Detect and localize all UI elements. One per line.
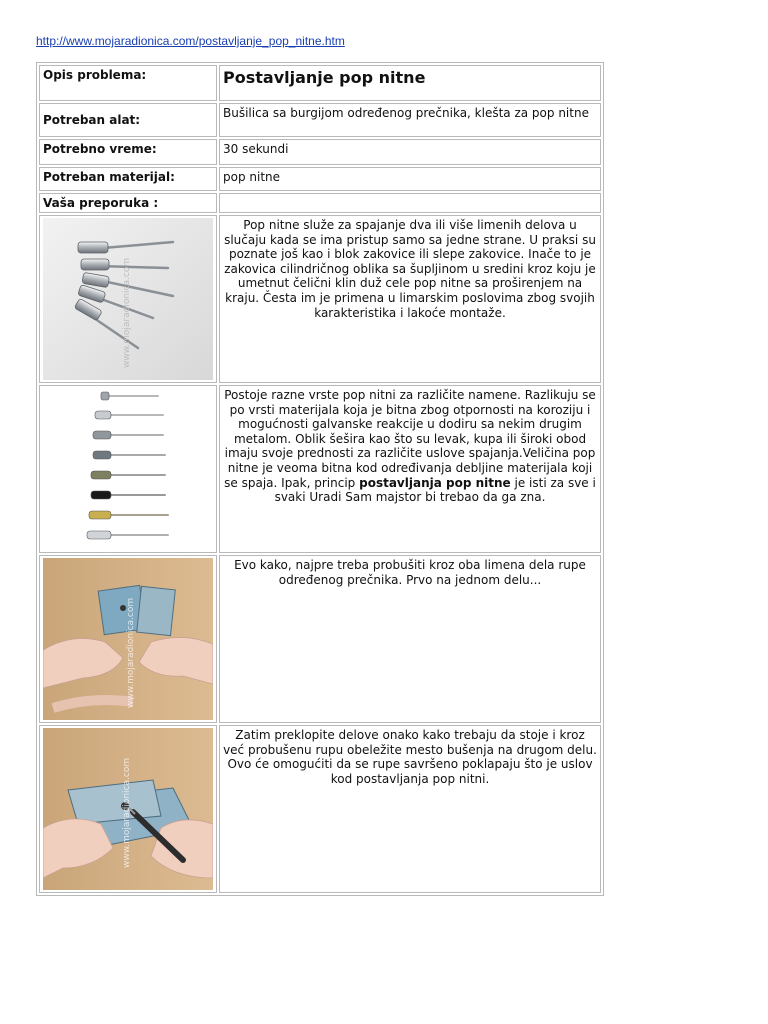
value-vreme: 30 sekundi [219,139,601,165]
label-opis: Opis problema: [39,65,217,101]
label-preporuka: Vaša preporuka : [39,193,217,213]
step-2-text [219,385,601,553]
instructions-table [36,62,604,896]
step-4-text: Zatim preklopite delove onako kako trebaju da stoje i kroz već probušenu rupu obeležite mesto bušenja na drugom delu. Ovo će omogućiti da se rupe savršeno poklapaju što je uslov kod postavljanja pop nitni. [219,725,601,893]
step-1-text: Pop nitne služe za spajanje dva ili više limenih delova u slučaju kada se ima pristup samo sa jedne strane. U praksi su poznate još kao i blok zakovice ili slepe zakovice. Inače to je zakovica cilindričnog oblika sa šupljinom u sredini kroz koju je umetnut čelični klin duž cele pop nitne sa proširenjem na kraju. Česta im je primena u limarskim poslovima zbog svojih karakteristika i lakoće montaže. [219,215,601,383]
step-2-text-part-2: je isti za sve i svaki Uradi Sam majstor bi trebao da ga zna. [274,475,596,505]
label-materijal: Potreban materijal: [39,167,217,191]
value-alat: Bušilica sa burgijom određenog prečnika, klešta za pop nitne [219,103,601,137]
step-row-2 [39,385,601,553]
step-3-image-cell [39,555,217,723]
source-url-link[interactable]: http://www.mojaradionica.com/postavljanje_pop_nitne.htm [36,34,345,48]
row-preporuka [39,193,601,213]
step-row-3 [39,555,601,723]
step-2-text-part-1: Postoje razne vrste pop nitni za različite namene. Razlikuju se po vrsti materijala koja je bitna zbog otpornosti na koroziju i mogućnosti galvanske reakcije u dodiru sa nekim drugim metalom. Oblik šešira kao što su levak, kupa ili široki obod imaju svoje prednosti za različite uslove spajanja.Veličina pop nitne je veoma bitna kod određivanja debljine materijala koji se spaja. Ipak, princip [224,388,596,490]
page-title: Postavljanje pop nitne [223,68,426,87]
watermark-text: www.mojaradionica.com [122,257,132,368]
row-opis [39,65,601,101]
watermark-text-2: www.mojaradionica.com [126,597,136,708]
label-vreme: Potrebno vreme: [39,139,217,165]
rivets-closeup-photo [43,218,213,380]
step-2-text-bold: postavljanja pop nitne [359,475,511,490]
watermark-text-3: www.mojaradionica.com [122,757,132,868]
step-1-image-cell [39,215,217,383]
step-4-image-cell [39,725,217,893]
rivet-types-photo [43,388,213,550]
step-2-image-cell [39,385,217,553]
hands-holding-metal-pieces-photo [43,558,213,720]
row-vreme [39,139,601,165]
value-opis [219,65,601,101]
value-materijal: pop nitne [219,167,601,191]
row-alat [39,103,601,137]
step-row-1 [39,215,601,383]
label-alat: Potreban alat: [39,103,217,137]
step-3-text: Evo kako, najpre treba probušiti kroz oba limena dela rupe određenog prečnika. Prvo na jednom delu... [219,555,601,723]
row-materijal [39,167,601,191]
value-preporuka [219,193,601,213]
marking-hole-photo [43,728,213,890]
step-row-4 [39,725,601,893]
